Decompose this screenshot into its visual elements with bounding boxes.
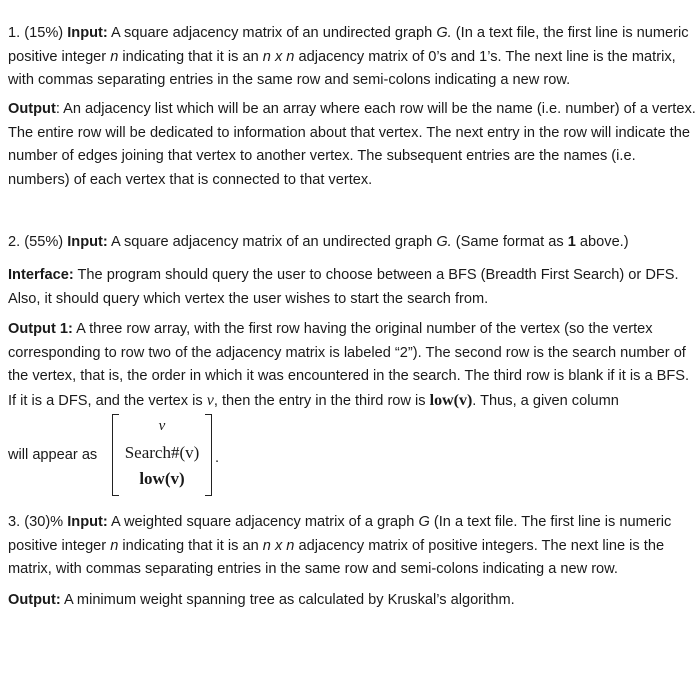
q1-input-text-c: indicating that it is an — [122, 48, 259, 65]
will-appear-label: will appear as — [8, 447, 98, 463]
q1-output-paragraph — [8, 98, 698, 192]
q2-graph-var: G. — [436, 234, 452, 250]
q2-output1-label: Output 1: — [8, 321, 73, 337]
q2-input-text-c: above.) — [579, 234, 629, 250]
q1-input-text-b: (In a text file, the first line is numeric positive integer — [8, 25, 689, 65]
q3-output-text: A minimum weight spanning tree as calculated by Kruskal’s algorithm. — [63, 592, 515, 608]
q3-input-paragraph — [8, 511, 698, 582]
q1-output-text: : An adjacency list which will be an array where each row will be the name (i.e. number) of a vertex. The entire row will be dedicated to information about that vertex. The next entry in the row will indicate the number of edges joining that vertex to another vertex. The subsequent entries are the names (i.e. numbers) of each vertex that is connected to that vertex. — [8, 101, 696, 188]
matrix-period: . — [215, 450, 220, 466]
q3-input-text-d: adjacency matrix of positive integers. The next line is the matrix, with commas separating entries in the same row and semi-colons indicating a new row. — [8, 537, 665, 578]
q1-input-text-d: adjacency matrix of 0’s and 1’s. The next line is the matrix, with commas separating entries in the same row and semi-colons indicating a new row. — [8, 48, 676, 89]
matrix-row-vertex: v — [158, 418, 166, 434]
q3-input-text-a: A weighted square adjacency matrix of a graph — [111, 514, 415, 530]
q3-graph-var: G — [418, 514, 430, 530]
q2-input-label: Input: — [67, 234, 108, 250]
q3-nxn: n x n — [262, 537, 295, 554]
q3-output-paragraph — [8, 589, 698, 613]
q2-output1-text-b: , then the entry in the third row is — [213, 392, 426, 409]
q2-output1-text-c: . Thus, a given column — [472, 392, 619, 409]
q2-interface-text: The program should query the user to choose between a BFS (Breadth First Search) or DFS. Also, it should query which vertex the user wishes to start the search from. — [8, 267, 679, 307]
q2-input-text-a: A square adjacency matrix of an undirected graph — [111, 234, 433, 250]
q1-input-label: Input: — [67, 25, 108, 41]
q2-low-expr: low(v) — [429, 391, 473, 409]
q1-output-label: Output — [8, 101, 56, 117]
q2-output1-paragraph — [8, 318, 698, 413]
q3-output-label: Output: — [8, 592, 61, 608]
column-matrix-row — [8, 412, 698, 496]
q2-output1-text-a: A three row array, with the first row having the original number of the vertex (so the vertex corresponding to row two of the adjacency matrix is labeled “2”). The second row is the search number of the vertex, that is, the order in which it was encountered in the search. The third row is blank if it is a BFS. If it is a DFS, and the vertex is — [8, 321, 690, 409]
q3-number: 3. (30)% — [8, 514, 64, 530]
q1-number: 1. (15%) — [8, 25, 64, 41]
q2-interface-label: Interface: — [8, 267, 74, 283]
column-matrix — [112, 412, 212, 496]
q1-n: n — [110, 48, 119, 65]
q2-ref: 1 — [567, 234, 576, 250]
q3-n: n — [110, 537, 119, 554]
q3-input-text-c: indicating that it is an — [122, 537, 259, 554]
q2-number: 2. (55%) — [8, 234, 64, 250]
matrix-row-low: low(v) — [139, 469, 185, 488]
q3-input-text-b: (In a text file. The first line is numeric positive integer — [8, 514, 672, 554]
q1-graph-var: G. — [436, 25, 452, 41]
q2-input-text-b: (Same format as — [455, 234, 564, 250]
q1-input-paragraph — [8, 22, 698, 93]
q3-input-label: Input: — [67, 514, 108, 530]
q1-input-text-a: A square adjacency matrix of an undirected graph — [111, 25, 433, 41]
matrix-row-search: Search#(v) — [124, 443, 200, 462]
q2-interface-paragraph — [8, 264, 698, 311]
q2-input-paragraph — [8, 231, 698, 255]
q2-v-symbol: v — [206, 391, 214, 409]
q1-nxn: n x n — [262, 48, 295, 65]
